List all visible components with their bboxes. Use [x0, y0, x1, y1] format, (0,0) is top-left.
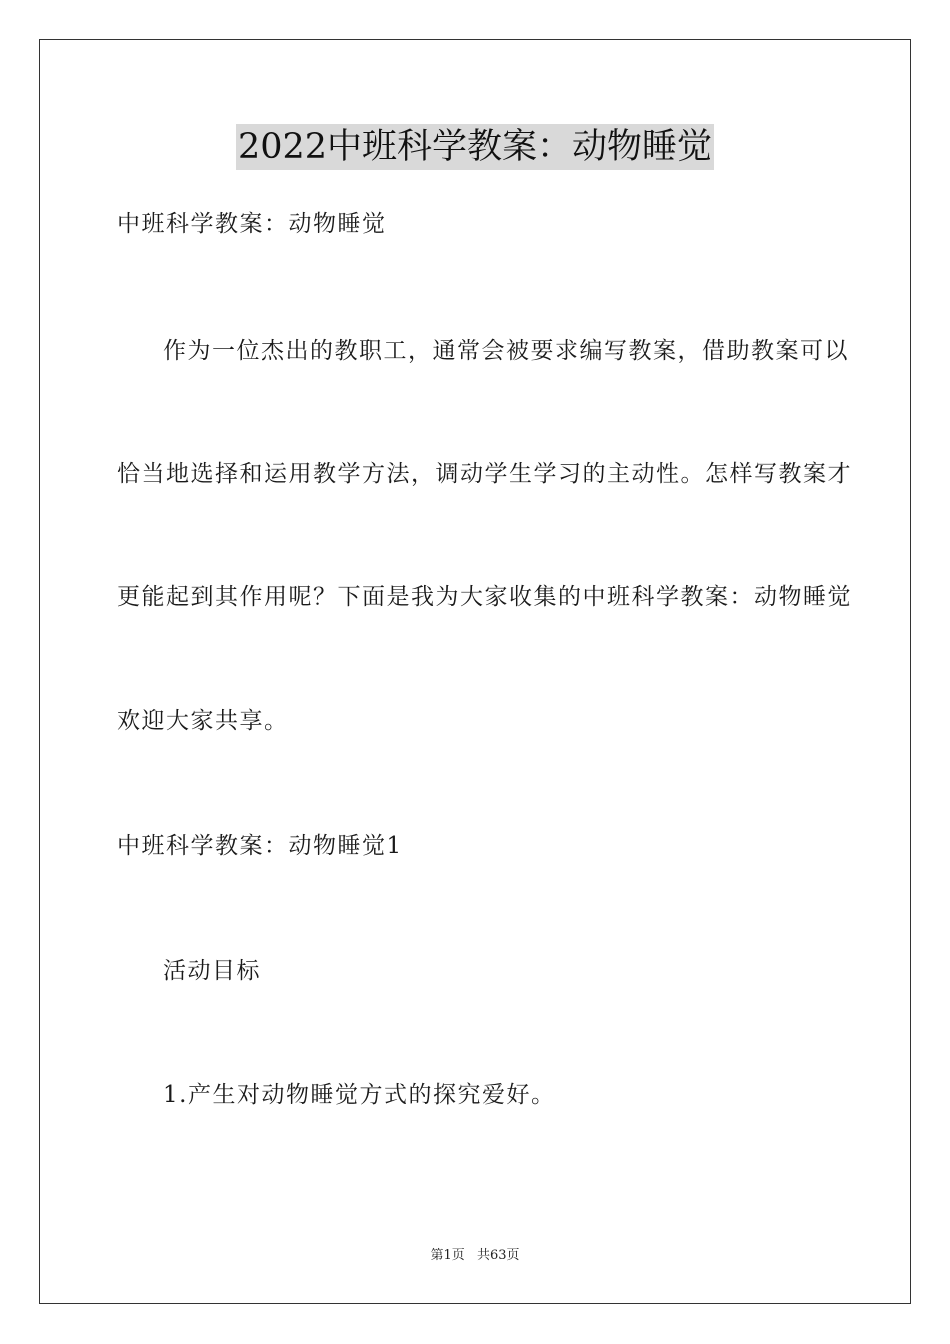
intro-paragraph-line: 恰当地选择和运用教学方法，调动学生学习的主动性。怎样写教案才 — [117, 461, 852, 487]
intro-paragraph-line: 更能起到其作用呢？下面是我为大家收集的中班科学教案：动物睡觉 — [117, 584, 852, 610]
section-heading: 中班科学教案：动物睡觉1 — [117, 833, 403, 859]
document-title: 2022中班科学教案：动物睡觉 — [236, 124, 714, 170]
intro-paragraph-line: 欢迎大家共享。 — [117, 708, 289, 734]
page-number-total: 共63页 — [476, 1248, 520, 1263]
goal-item: 1.产生对动物睡觉方式的探究爱好。 — [163, 1082, 556, 1108]
activity-goal-heading: 活动目标 — [163, 958, 261, 984]
document-subtitle: 中班科学教案：动物睡觉 — [117, 211, 387, 237]
page-number-current: 第1页 — [430, 1248, 465, 1263]
page-footer — [0, 1247, 950, 1265]
intro-paragraph-line: 作为一位杰出的教职工，通常会被要求编写教案，借助教案可以 — [163, 338, 849, 364]
title-container — [0, 124, 950, 170]
